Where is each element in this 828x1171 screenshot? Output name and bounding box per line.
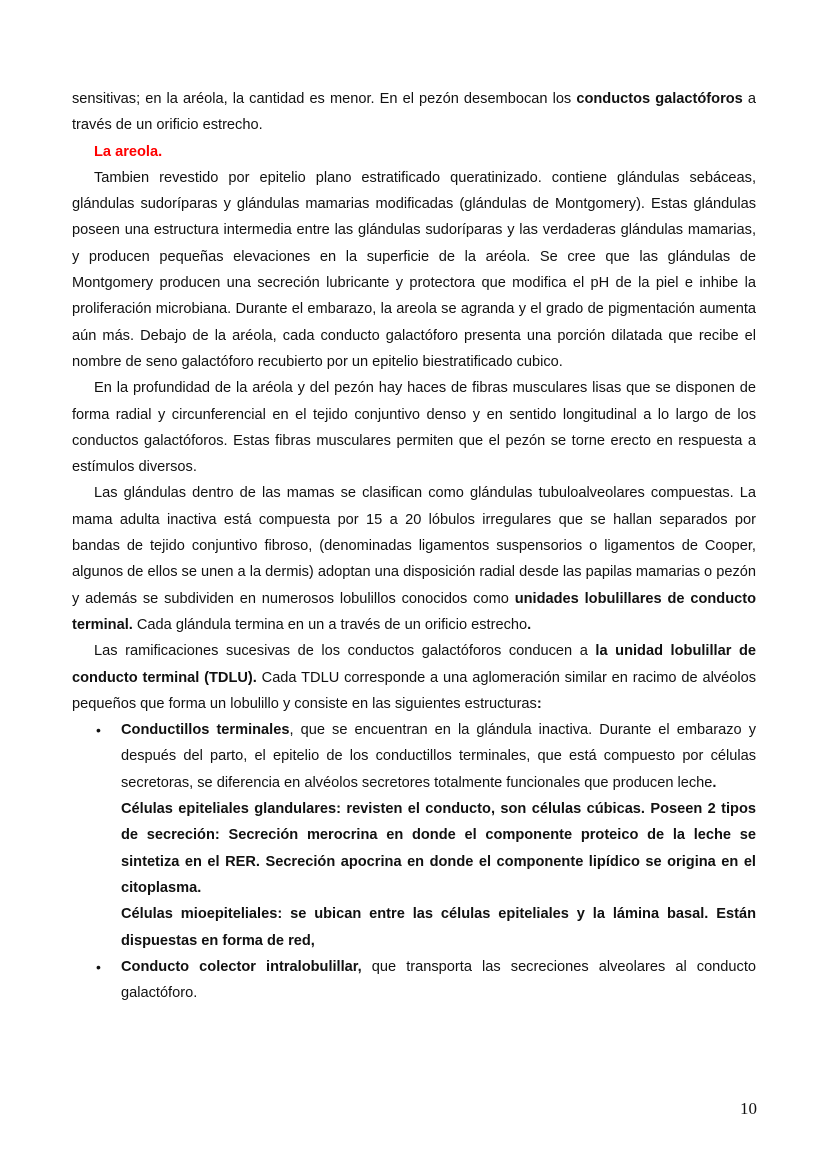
bold-term: :: [536, 695, 542, 712]
bold-term: Células epiteliales glandulares: revisten el conducto, son células cúbicas. Poseen 2 tipos de secreción: Secreción merocrina en donde el componente proteico de la leche se sintetiza en el RER. Secreción apocrina en donde el componente lipídico se origina en el citoplasma.: [121, 801, 756, 896]
bold-term: unidades lobulillares de conducto terminal.: [72, 590, 757, 633]
paragraph-continuation: [72, 86, 756, 139]
list-item: [72, 717, 756, 954]
bullet-icon: •: [96, 958, 101, 975]
text-run: sensitivas; en la aréola, la cantidad es menor. En el pezón desembocan los: [72, 91, 577, 107]
bold-term: la unidad lobulillar de conducto terminal (TDLU).: [72, 643, 756, 686]
list-item-bold-paragraph: [121, 901, 756, 954]
structures-list: [72, 717, 756, 1006]
bold-term: conductos galactóforos: [576, 91, 743, 107]
bold-term: Células mioepiteliales: se ubican entre las células epiteliales y la lámina basal. Están dispuestas en forma de red,: [121, 906, 756, 949]
text-run: a través de un orificio estrecho.: [72, 91, 756, 134]
bold-term: Conductillos terminales: [121, 722, 290, 739]
text-run: Las glándulas dentro de las mamas se clasifican como glándulas tubuloalveolares compuestas. La mama adulta inactiva está compuesta por 15 a 20 lóbulos irregulares que se hallan separados por bandas de tejido conjuntivo fibroso, (denominadas ligamentos suspensorios o ligamentos de Cooper, algunos de ellos se unen a la dermis) adoptan una disposición radial desde las papilas mamarias o pezón y además se subdividen en numerosos lobulillos conocidos como: [72, 485, 756, 607]
text-run: Las ramificaciones sucesivas de los conductos galactóforos conducen a: [94, 643, 596, 660]
list-item-bold-paragraph: [121, 796, 756, 901]
list-item: [72, 954, 756, 1007]
text-run: Cada glándula termina en un a través de un orificio estrecho: [132, 616, 528, 633]
paragraph-glands: [72, 480, 756, 638]
paragraph-tdlu: [72, 638, 756, 717]
text-run: , que se encuentran en la glándula inactiva. Durante el embarazo y después del parto, el epitelio de los conductillos terminales, que está compuesto por células secretoras, se diferencia en alvéolos secretores totalmente funcionales que producen leche: [121, 722, 756, 791]
list-item-text: [121, 717, 756, 796]
paragraph-areola: Tambien revestido por epitelio plano estratificado queratinizado. contiene glándulas sebáceas, glándulas sudoríparas y glándulas mamarias modificadas (glándulas de Montgomery). Estas glándulas poseen una estructura intermedia entre las glándulas sudoríparas y las verdaderas glándulas mamarias, y producen pequeñas elevaciones en la superficie de la aréola. Se cree que las glándulas de Montgomery producen una secreción lubricante y protectora que modifica el pH de la piel e inhibe la proliferación microbiana. Durante el embarazo, la areola se agranda y el grado de pigmentación aumenta aún más. Debajo de la aréola, cada conducto galactóforo presenta una porción dilatada que recibe el nombre de seno galactóforo recubierto por un epitelio biestratificado cubico.: [72, 169, 756, 370]
bold-term: .: [712, 774, 717, 791]
bold-term: .: [527, 616, 532, 633]
document-body: [72, 86, 756, 1006]
bullet-icon: •: [96, 722, 101, 739]
text-run: que transporta las secreciones alveolares al conducto galactóforo.: [121, 958, 756, 1002]
text-run: Cada TDLU corresponde a una aglomeración similar en racimo de alvéolos pequeños que forma un lobulillo y consiste en las siguientes estructuras: [72, 669, 756, 712]
page-number: 10: [740, 1099, 757, 1118]
paragraph-muscle-fibers: En la profundidad de la aréola y del pezón hay haces de fibras musculares lisas que se disponen de forma radial y circunferencial en el tejido conjuntivo denso y en sentido longitudinal a lo largo de los conductos galactóforos. Estas fibras musculares permiten que el pezón se torne erecto en respuesta a estímulos diversos.: [72, 380, 756, 476]
section-heading-areola: La areola.: [94, 143, 163, 160]
bold-term: Conducto colector intralobulillar,: [121, 958, 362, 975]
list-item-text: [121, 954, 756, 1007]
